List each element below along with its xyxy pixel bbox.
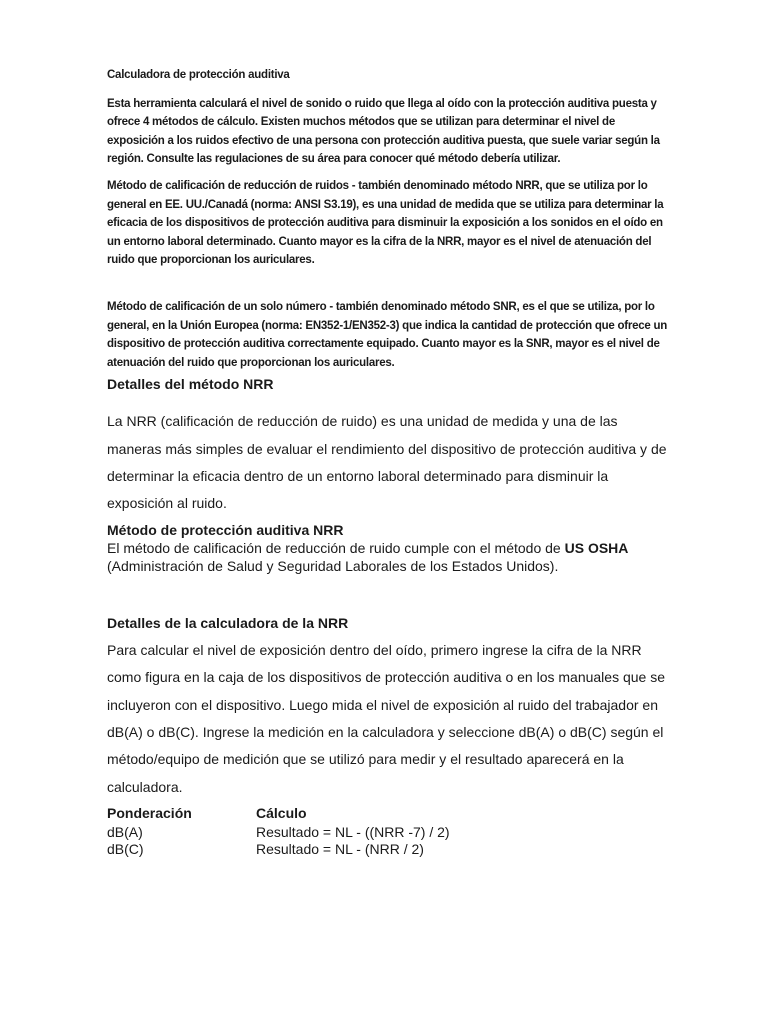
nrr-method-text-after: (Administración de Salud y Seguridad Laborales de los Estados Unidos).	[107, 558, 559, 575]
intro-section	[107, 66, 667, 372]
nrr-method-section	[107, 521, 667, 575]
formula-table-header	[107, 805, 450, 824]
nrr-details-heading: Detalles del método NRR	[107, 376, 274, 393]
nrr-details-section	[107, 376, 667, 517]
snr-method-paragraph: Método de calificación de un solo número - también denominado método SNR, es el que se utiliza, por lo general, en la Unión Europea (norma: EN352-1/EN352-3) que indica la cantidad de protección que ofrece un dispositivo de protección auditiva correctamente equipado. Cuanto mayor es la SNR, mayor es el nivel de atenuación del ruido que proporcionan los auriculares.	[107, 300, 668, 369]
calculator-details-section	[107, 615, 667, 801]
weighting-cell: dB(A)	[107, 823, 143, 840]
calculator-paragraph: Para calcular el nivel de exposición dentro del oído, primero ingrese la cifra de la NRR como figura en la caja de los dispositivos de protección auditiva o en los manuales que se incluyeron con el dispositivo. Luego mida el nivel de exposición al ruido del trabajador en dB(A) o dB(C). Ingrese la medición en la calculadora y seleccione dB(A) o dB(C) según el método/equipo de medición que se utilizó para medir y el resultado aparecerá en la calculadora.	[107, 642, 665, 795]
document-title: Calculadora de protección auditiva	[107, 69, 290, 81]
nrr-method-paragraph: Método de calificación de reducción de ruidos - también denominado método NRR, que se utiliza por lo general en EE. UU./Canadá (norma: ANSI S3.19), es una unidad de medida que se utiliza para determinar la eficacia de los dispositivos de protección auditiva para disminuir la exposición a los sonidos en el oído en un entorno laboral determinado. Cuanto mayor es la cifra de la NRR, mayor es el nivel de atenuación del ruido que proporcionan los auriculares.	[107, 179, 664, 267]
table-row	[107, 824, 450, 841]
formula-table	[107, 805, 450, 858]
nrr-method-heading: Método de protección auditiva NRR	[107, 522, 344, 539]
header-calculation: Cálculo	[256, 804, 307, 821]
nrr-method-text-before: El método de calificación de reducción de ruido cumple con el método de	[107, 540, 565, 557]
weighting-cell: dB(C)	[107, 840, 144, 857]
table-row	[107, 841, 450, 858]
formula-cell: Resultado = NL - (NRR / 2)	[256, 840, 424, 857]
nrr-details-paragraph: La NRR (calificación de reducción de ruido) es una unidad de medida y una de las maneras más simples de evaluar el rendimiento del dispositivo de protección auditiva y de determinar la eficacia dentro de un entorno laboral determinado para disminuir la exposición al ruido.	[107, 413, 667, 511]
formula-cell: Resultado = NL - ((NRR -7) / 2)	[256, 823, 450, 840]
document-content	[107, 66, 667, 858]
intro-paragraph: Esta herramienta calculará el nivel de sonido o ruido que llega al oído con la protección auditiva puesta y ofrece 4 métodos de cálculo. Existen muchos métodos que se utilizan para determinar el nivel de exposición a los ruidos efectivo de una persona con protección auditiva puesta, que suele variar según la región. Consulte las regulaciones de su área para conocer qué método debería utilizar.	[107, 97, 660, 166]
osha-label: US OSHA	[564, 540, 629, 557]
calculator-heading: Detalles de la calculadora de la NRR	[107, 615, 349, 632]
header-weighting: Ponderación	[107, 804, 192, 821]
